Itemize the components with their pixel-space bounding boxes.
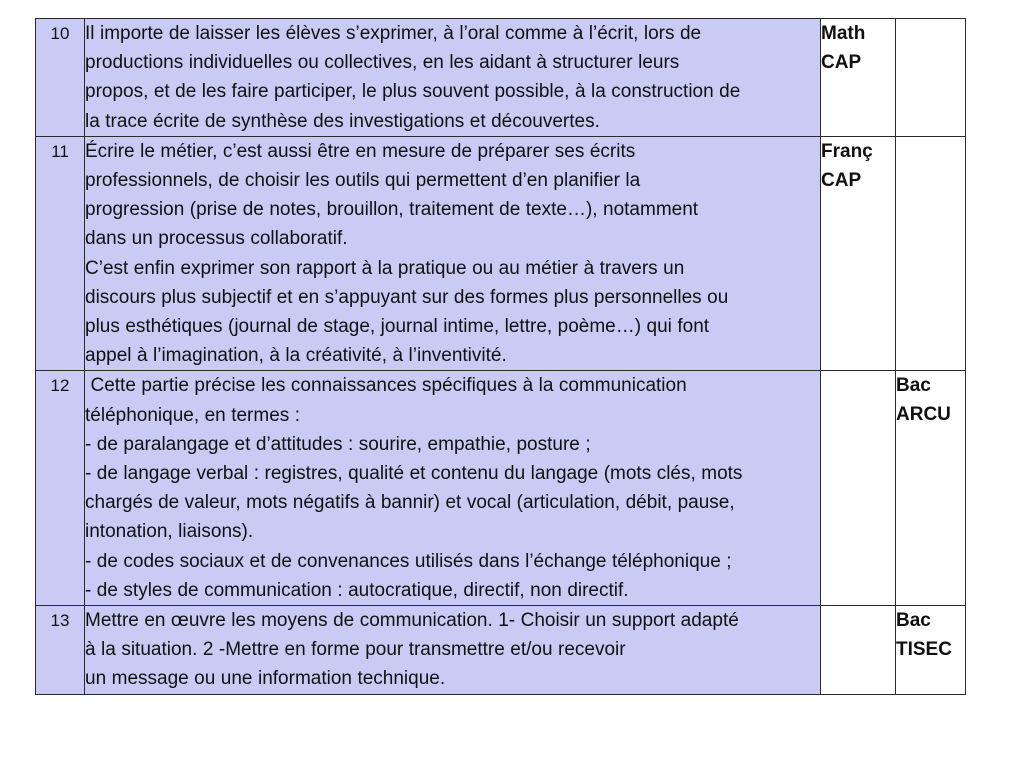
text-line: discours plus subjectif et en s’appuyant sur des formes plus personnelles ou [85, 286, 729, 308]
row-number: 10 [36, 19, 85, 137]
text-line: chargés de valeur, mots négatifs à bannir) et vocal (articulation, débit, pause, [85, 492, 735, 514]
subject-label: Math [821, 23, 866, 44]
bac-cell [896, 606, 966, 695]
text-line: un message ou une information technique. [85, 668, 446, 690]
text-line: Cette partie précise les connaissances spécifiques à la communication [85, 375, 687, 397]
text-line: appel à l’imagination, à la créativité, à l’inventivité. [85, 345, 507, 367]
text-line: propos, et de les faire participer, le plus souvent possible, à la construction de [85, 81, 741, 103]
text-line: intonation, liaisons). [85, 521, 254, 543]
text-line: dans un processus collaboratif. [85, 228, 348, 250]
text-line: Mettre en œuvre les moyens de communication. 1- Choisir un support adapté [85, 610, 739, 632]
text-line: professionnels, de choisir les outils qui permettent d’en planifier la [85, 170, 641, 192]
level-label: CAP [821, 52, 862, 73]
text-line: productions individuelles ou collectives, en les aidant à structurer leurs [85, 52, 680, 74]
row-text [85, 19, 821, 137]
row-text [85, 606, 821, 695]
competency-table [35, 18, 966, 695]
text-line: Écrire le métier, c’est aussi être en mesure de préparer ses écrits [85, 140, 636, 162]
bac-label: Bac [896, 610, 931, 632]
bac-label: Bac [896, 375, 931, 397]
cap-cell [821, 371, 896, 606]
text-line: C’est enfin exprimer son rapport à la pratique ou au métier à travers un [85, 257, 685, 279]
row-number: 13 [36, 606, 85, 695]
table-row [36, 371, 966, 606]
text-line: - de codes sociaux et de convenances utilisés dans l’échange téléphonique ; [85, 550, 732, 572]
text-line: Il importe de laisser les élèves s’exprimer, à l’oral comme à l’écrit, lors de [85, 23, 702, 44]
row-text [85, 136, 821, 371]
text-line: à la situation. 2 -Mettre en forme pour transmettre et/ou recevoir [85, 639, 626, 661]
table-row [36, 606, 966, 695]
table-row [36, 136, 966, 371]
bac-cell [896, 371, 966, 606]
text-line: - de styles de communication : autocratique, directif, non directif. [85, 579, 629, 601]
table-row [36, 19, 966, 137]
bac-track-label: ARCU [896, 404, 951, 426]
text-line: - de paralangage et d’attitudes : sourire, empathie, posture ; [85, 433, 591, 455]
text-line: téléphonique, en termes : [85, 404, 301, 426]
row-number: 12 [36, 371, 85, 606]
bac-track-label: TISEC [896, 639, 952, 661]
text-line: plus esthétiques (journal de stage, journal intime, lettre, poème…) qui font [85, 316, 710, 338]
cap-cell [821, 19, 896, 137]
level-label: CAP [821, 169, 862, 191]
row-text [85, 371, 821, 606]
bac-cell [896, 19, 966, 137]
text-line: progression (prise de notes, brouillon, traitement de texte…), notamment [85, 199, 699, 221]
bac-cell [896, 136, 966, 371]
text-line: - de langage verbal : registres, qualité et contenu du langage (mots clés, mots [85, 463, 743, 485]
cap-cell [821, 606, 896, 695]
cap-cell [821, 136, 896, 371]
subject-label: Franç [821, 140, 873, 162]
text-line: la trace écrite de synthèse des investigations et découvertes. [85, 110, 600, 132]
row-number: 11 [36, 136, 85, 371]
